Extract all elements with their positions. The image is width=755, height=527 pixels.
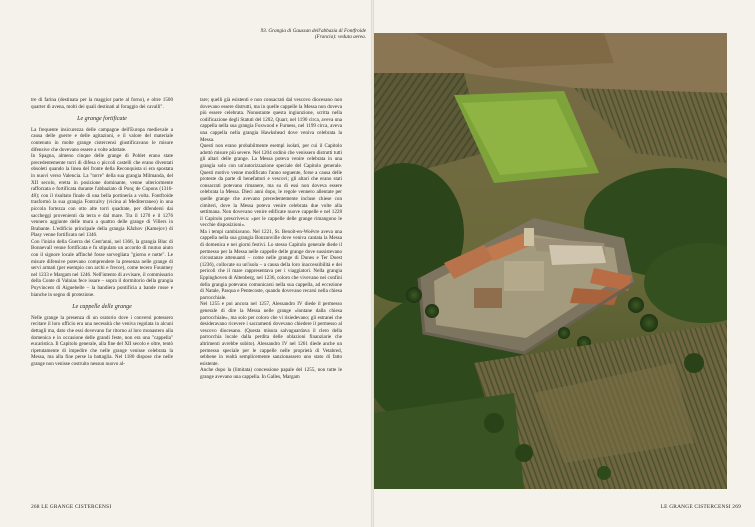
right-page <box>374 0 755 527</box>
text-column-2 <box>200 97 342 381</box>
paragraph: tre di farina (destinata per la maggior parte al forno), e oltre 1500 quarter di avena, molti dei quali destinati al foraggio dei cavalli". <box>31 97 173 110</box>
paragraph: Ma i tempi cambiavano. Nel 1221, St. Benoît-en-Woëvre aveva una cappella nella sua grangia Bonzonville dove veniva cantata la Messa di domenica e nei giorni festivi. Lo stesso Capitolo generale diede il permesso per la Messa nelle cappelle delle grange dove sussistevano circostanze attenuanti – come nelle grange di Dunes e Ter Doest (1236), collocate su un'isola – a causa della loro inaccessibilità e dei pericoli che il mare rappresentava per i viaggiatori. Nella grangia Eppinghoven di Altenberg, nel 1236, coloro che vivevano nei confini della grangia potevano comunicarsi nella sua cappella, ad eccezione di Natale, Pasqua e Pentecoste, quando dovevano recarsi nella chiesa parrocchiale. <box>200 228 342 301</box>
left-page <box>0 0 372 527</box>
paragraph: La frequente insicurezza delle campagne dell'Europa medievale a causa delle guerre e delle agitazioni, e il valore del materiale contenuto in molte grange cistercensi giustificavano le misure difensive che dovevano essere a volte adottate. <box>31 126 173 153</box>
paragraph: In Spagna, almeno cinque delle grange di Poblet erano state precedentemente torri di difesa o piccoli castelli che erano diventati obsoleti quando la linea del fronte della Reconquista si era spostata in nuovi verso Valencia. La "torre" della sua grangia Milmanda, del XII secolo, eretta in posizione dominante, venne ulteriormente rafforzata e fortificata durante l'abbaziato di Ponç de Copons (1316-48); con il risultato finale di una bella portinerìa a volta. Fontfroide trasformò la sua grangia Fontcalvy (vicina al Mediterraneo) in una piccola fortezza con otto alte torri quadrate, per difendersi dai saccheggi provenienti da terra e dal mare. Tra il 1270 e il 1276 vennero aggiunte delle mura a quattro delle grange di Villers in Brabante. L'edificio principale della grangia Kåzhov (Kamejov) di Plasy venne fortificato nel 1346. <box>31 153 173 239</box>
text-column-1 <box>31 97 173 368</box>
section-heading-chapels: Le cappelle delle grange <box>72 304 132 311</box>
section-heading-fortified: Le grange fortificate <box>77 116 127 123</box>
paragraph: tare; quelli già esistenti e non consacrati dal vescovo diocesano non dovevano essere distrutti, ma in quelle cappelle la Messa non doveva più essere celebrata. Nonostante questa ingiunzione, scritta nella codificazione degli Statuti del 1202, Quarr, nel 1190 circa, aveva una cappella nella sua grangia Foxwood e Furness, nel 1199 circa, aveva una cappella nella grangia Hawkshead dove veniva celebrata la Messa. <box>200 97 342 143</box>
paragraph: Nel 1255 e poi ancora nel 1257, Alessandro IV diede il permesso generale di dire la Messa nelle grange «lontane dalla chiesa parrocchiale», ma solo per coloro che vi risiedevano; gli estranei che desideravano ricevere i sacramenti dovevano chiedere il permesso al vescovo diocesano. (Questa misura salvaguardava il clero della parrocchia locale dalla perdita delle oblazioni finanziarie che altrimenti avrebbe subito). Alessandro IV nel 1261 diede anche un permesso speciale per le cappelle nelle proprietà di Vetabred, sebbene in realtà semplicemente sanzionassero uno stato di fatto esistente. <box>200 301 342 367</box>
paragraph: Questi non erano probabilmente esempi isolati, per cui il Capitolo adottò misure più severe. Nel 1204 ordinò che venissero distrutti tutti gli altari delle grange. La Messa poteva venire celebrata in una grangia solo con un'autorizzazione speciale del Capitolo generale. Questi motivo venne modificato l'anno seguente, forse a causa delle proteste da parte di benefattori e vescovi; gli altari che erano stati consacrati potevano rimanere, ma su di essi non doveva essere celebrata la Messa. Dieci anni dopo, le regole vennero allentate per quelle grange che avevano precedentemente incluse chiese con cimiteri, dove la Messa poteva venire celebrata due volte alla settimana. Non dovevano venire edificate nuove cappelle e nel 1228 il Capitolo prescriveva: «per le cappelle delle grange rimangono le vecchie disposizioni». <box>200 143 342 229</box>
paragraph: Nelle grange la presenza di un oratorio dove i conversi potessero recitare il loro ufficio era una necessità che veniva regolata in alcuni dettagli ma, dato che essi dovevano far ritorno al loro monastero alla domenica e in occasione delle grandi feste, non era una "cappella" eucaristica. Il Capitolo generale, alla fine del XII secolo e oltre, tentò ripetutamente di impedire che nelle grange venisse celebrata la Messa, ma alla fine perse la battaglia. Nel 1180 dispose che nelle grange non venisse costruito nessun nuovo al- <box>31 314 173 367</box>
paragraph: Anche dopo la (limitata) concessione papale del 1255, non tutte le grange avevano una cappella. In Galles, Margam <box>200 367 342 380</box>
aerial-photo-illustration <box>374 33 727 489</box>
figure-caption: 93. Grangia di Gaussan dell'abbazia di Fontfroide (Francia): veduta aerea. <box>260 28 366 41</box>
page-number-left: 268 LE GRANGE CISTERCENSI <box>31 504 112 510</box>
aerial-photo <box>374 33 727 489</box>
paragraph: Con l'inizio della Guerra dei Cent'anni, nel 1366, la grangia Blac di Bonnevall venne fortificata e fu stipulato un accordo di mutuo aiuto con il signore locale affinché fosse sorvegliata "giorno e notte". Le misure difensive potevano comprendere la presenza nelle grange di servi armati (per esempio con archi e frecce), come tecero Fountney nel 1233 e Margam nel 1246. Nell'intento di avvisare, il commissario della Conte di Valnias fece issare – sopra il dormitorio della grangia Puyvincent di Aiguebelle – la bandiera pontificia a bande rosse e bianche in segno di protezione. <box>31 238 173 298</box>
page-number-right: LE GRANGE CISTERCENSI 269 <box>660 504 741 510</box>
